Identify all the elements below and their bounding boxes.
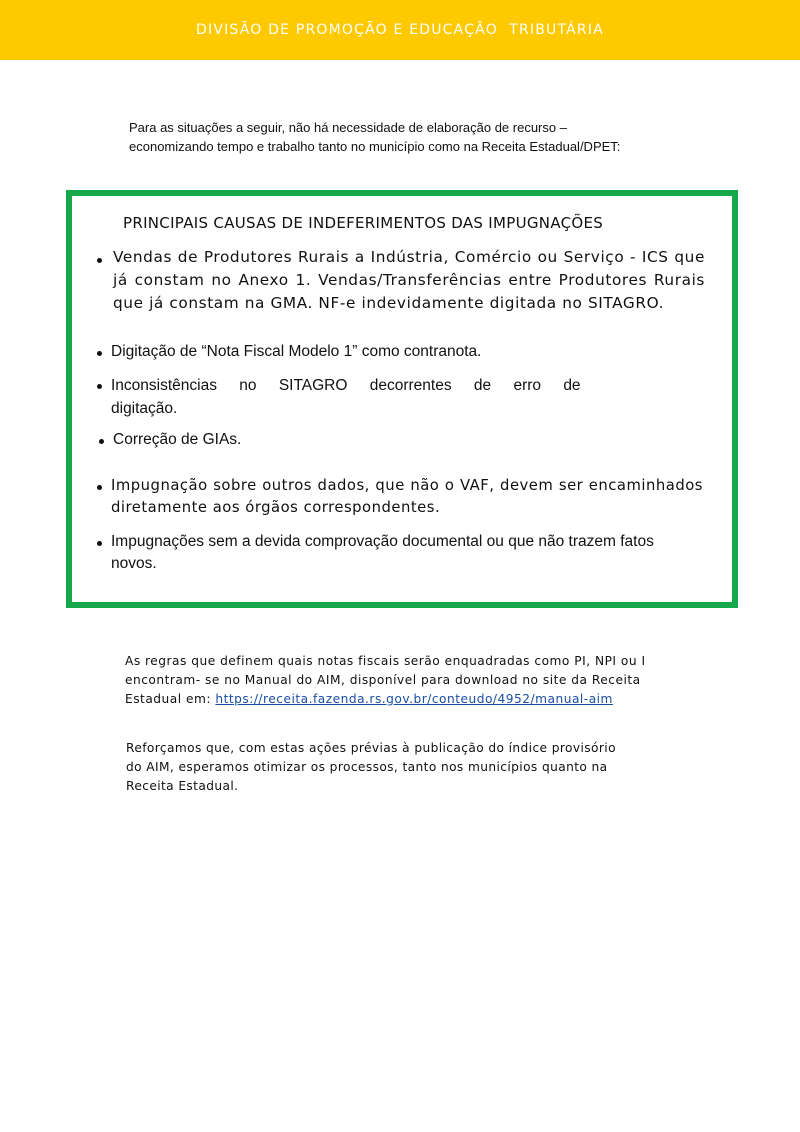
list-item-text: Impugnações sem a devida comprovação documental ou que não trazem fatos novos. [111,533,654,572]
bullet-icon [99,439,104,444]
rules-line [125,690,685,709]
bullet-icon [97,351,102,356]
manual-aim-link[interactable]: https://receita.fazenda.rs.gov.br/conteudo/4952/manual-aim [215,692,613,706]
intro-paragraph [129,118,689,156]
rules-paragraph [125,652,685,709]
rules-line-prefix: Estadual em: [125,692,216,706]
header-title: DIVISÃO DE PROMOÇÃO E EDUCAÇÃO TRIBUTÁRIA [196,22,604,38]
causes-box [66,190,738,608]
rules-line: encontram- se no Manual do AIM, disponível para download no site da Receita [125,673,641,687]
bullet-icon [97,258,102,263]
closing-paragraph [126,739,666,796]
closing-line: Receita Estadual. [126,779,239,793]
closing-line: Reforçamos que, com estas ações prévias à publicação do índice provisório [126,741,616,755]
intro-line: economizando tempo e trabalho tanto no município como na Receita Estadual/DPET: [129,139,621,154]
list-item-text: Inconsistências no SITAGRO decorrentes de erro de digitação. [111,377,581,417]
rules-line: As regras que definem quais notas fiscais serão enquadradas como PI, NPI ou I [125,654,646,668]
list-item-text: Digitação de “Nota Fiscal Modelo 1” como contranota. [111,343,482,360]
causes-title: PRINCIPAIS CAUSAS DE INDEFERIMENTOS DAS IMPUGNAÇÕES [123,214,604,232]
bullet-icon [97,384,102,389]
header-banner [0,0,800,60]
list-item-text: Vendas de Produtores Rurais a Indústria, Comércio ou Serviço - ICS que já constam no Anexo 1. Vendas/Transferências entre Produtores Rurais que já constam na GMA. NF-e indevidamente digitada no SITAGRO. [113,248,705,312]
bullet-icon [97,485,102,490]
intro-line: Para as situações a seguir, não há necessidade de elaboração de recurso – [129,120,567,135]
bullet-icon [97,541,102,546]
list-item-text: Correção de GIAs. [113,431,242,448]
closing-line: do AIM, esperamos otimizar os processos, tanto nos municípios quanto na [126,760,608,774]
list-item-text: Impugnação sobre outros dados, que não o VAF, devem ser encaminhados diretamente aos órgãos correspondentes. [111,477,703,516]
